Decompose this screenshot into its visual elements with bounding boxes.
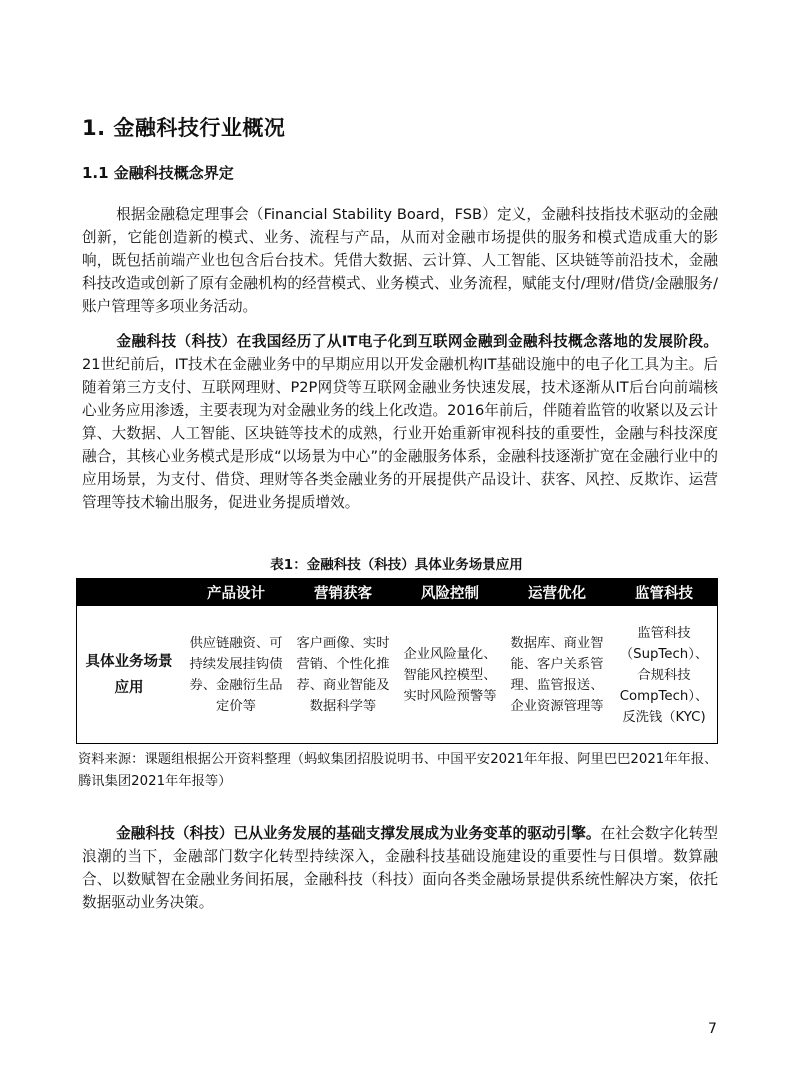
paragraph-fsb-definition [82, 203, 718, 318]
table-cell: 监管科技（SupTech）、合规科技CompTech）、反洗钱（KYC) [619, 625, 709, 725]
table-header-cell [76, 578, 182, 606]
paragraph-development-stages [82, 330, 718, 514]
subsection-heading: 1.1 金融科技概念界定 [82, 164, 234, 182]
paragraph-lead-bold: 金融科技（科技）已从业务发展的基础支撑发展成为业务变革的驱动引擎。 [116, 825, 601, 842]
table-header-cell: 营销获客 [290, 578, 396, 606]
table-header-cell: 运营优化 [504, 578, 610, 606]
table-cell: 供应链融资、可持续发展挂钩债券、金融衍生品定价等 [189, 636, 283, 714]
paragraph-lead-bold: 金融科技（科技）在我国经历了从IT电子化到互联网金融到金融科技概念落地的发展阶段。 [116, 333, 718, 350]
table-row-label: 具体业务场景应用 [85, 654, 173, 696]
table-header-row [76, 578, 718, 606]
table-header-cell: 产品设计 [182, 578, 290, 606]
table-cell: 企业风险量化、智能风控模型、实时风险预警等 [403, 646, 497, 704]
table-caption: 表1：金融科技（科技）具体业务场景应用 [270, 557, 523, 573]
table-cell: 数据库、商业智能、客户关系管理、监管报送、企业资源管理等 [510, 636, 604, 714]
page-number: 7 [708, 1021, 717, 1037]
table-row [76, 606, 718, 744]
table-header-cell: 风险控制 [396, 578, 504, 606]
table-source-note: 资料来源：课题组根据公开资料整理（蚂蚁集团招股说明书、中国平安2021年年报、阿里巴巴2021年年报、腾讯集团2021年年报等） [78, 752, 718, 789]
section-heading: 1. 金融科技行业概况 [82, 116, 286, 140]
table-header-cell: 监管科技 [610, 578, 718, 606]
business-scenario-table [76, 578, 718, 744]
paragraph-driving-engine [82, 822, 718, 914]
table-cell: 客户画像、实时营销、个性化推荐、商业智能及数据科学等 [296, 636, 390, 714]
paragraph-text: 21世纪前后，IT技术在金融业务中的早期应用以开发金融机构IT基础设施中的电子化工具为主。后随着第三方支付、互联网理财、P2P网贷等互联网金融业务快速发展，技术逐渐从IT后台向前端核心业务应用渗透，主要表现为对金融业务的线上化改造。2016年前后，伴随着监管的收紧以及云计算、大数据、人工智能、区块链等技术的成熟，行业开始重新审视科技的重要性，金融与科技深度融合，其核心业务模式是形成“以场景为中心”的金融服务体系，金融科技逐渐扩宽在金融行业中的应用场景，为支付、借贷、理财等各类金融业务的开展提供产品设计、获客、风控、反欺诈、运营管理等技术输出服务，促进业务提质增效。 [82, 356, 718, 511]
paragraph-text: 根据金融稳定理事会（Financial Stability Board，FSB）定义，金融科技指技术驱动的金融创新，它能创造新的模式、业务、流程与产品，从而对金融市场提供的服务和模式造成重大的影响，既包括前端产业也包含后台技术。凭借大数据、云计算、人工智能、区块链等前沿技术，金融科技改造或创新了原有金融机构的经营模式、业务模式、业务流程，赋能支付/理财/借贷/金融服务/账户管理等多项业务活动。 [82, 206, 718, 315]
paragraph-text: 在社会数字化转型浪潮的当下，金融部门数字化转型持续深入，金融科技基础设施建设的重要性与日俱增。数算融合、以数赋智在金融业务间拓展，金融科技（科技）面向各类金融场景提供系统性解决方案，依托数据驱动业务决策。 [82, 825, 718, 911]
